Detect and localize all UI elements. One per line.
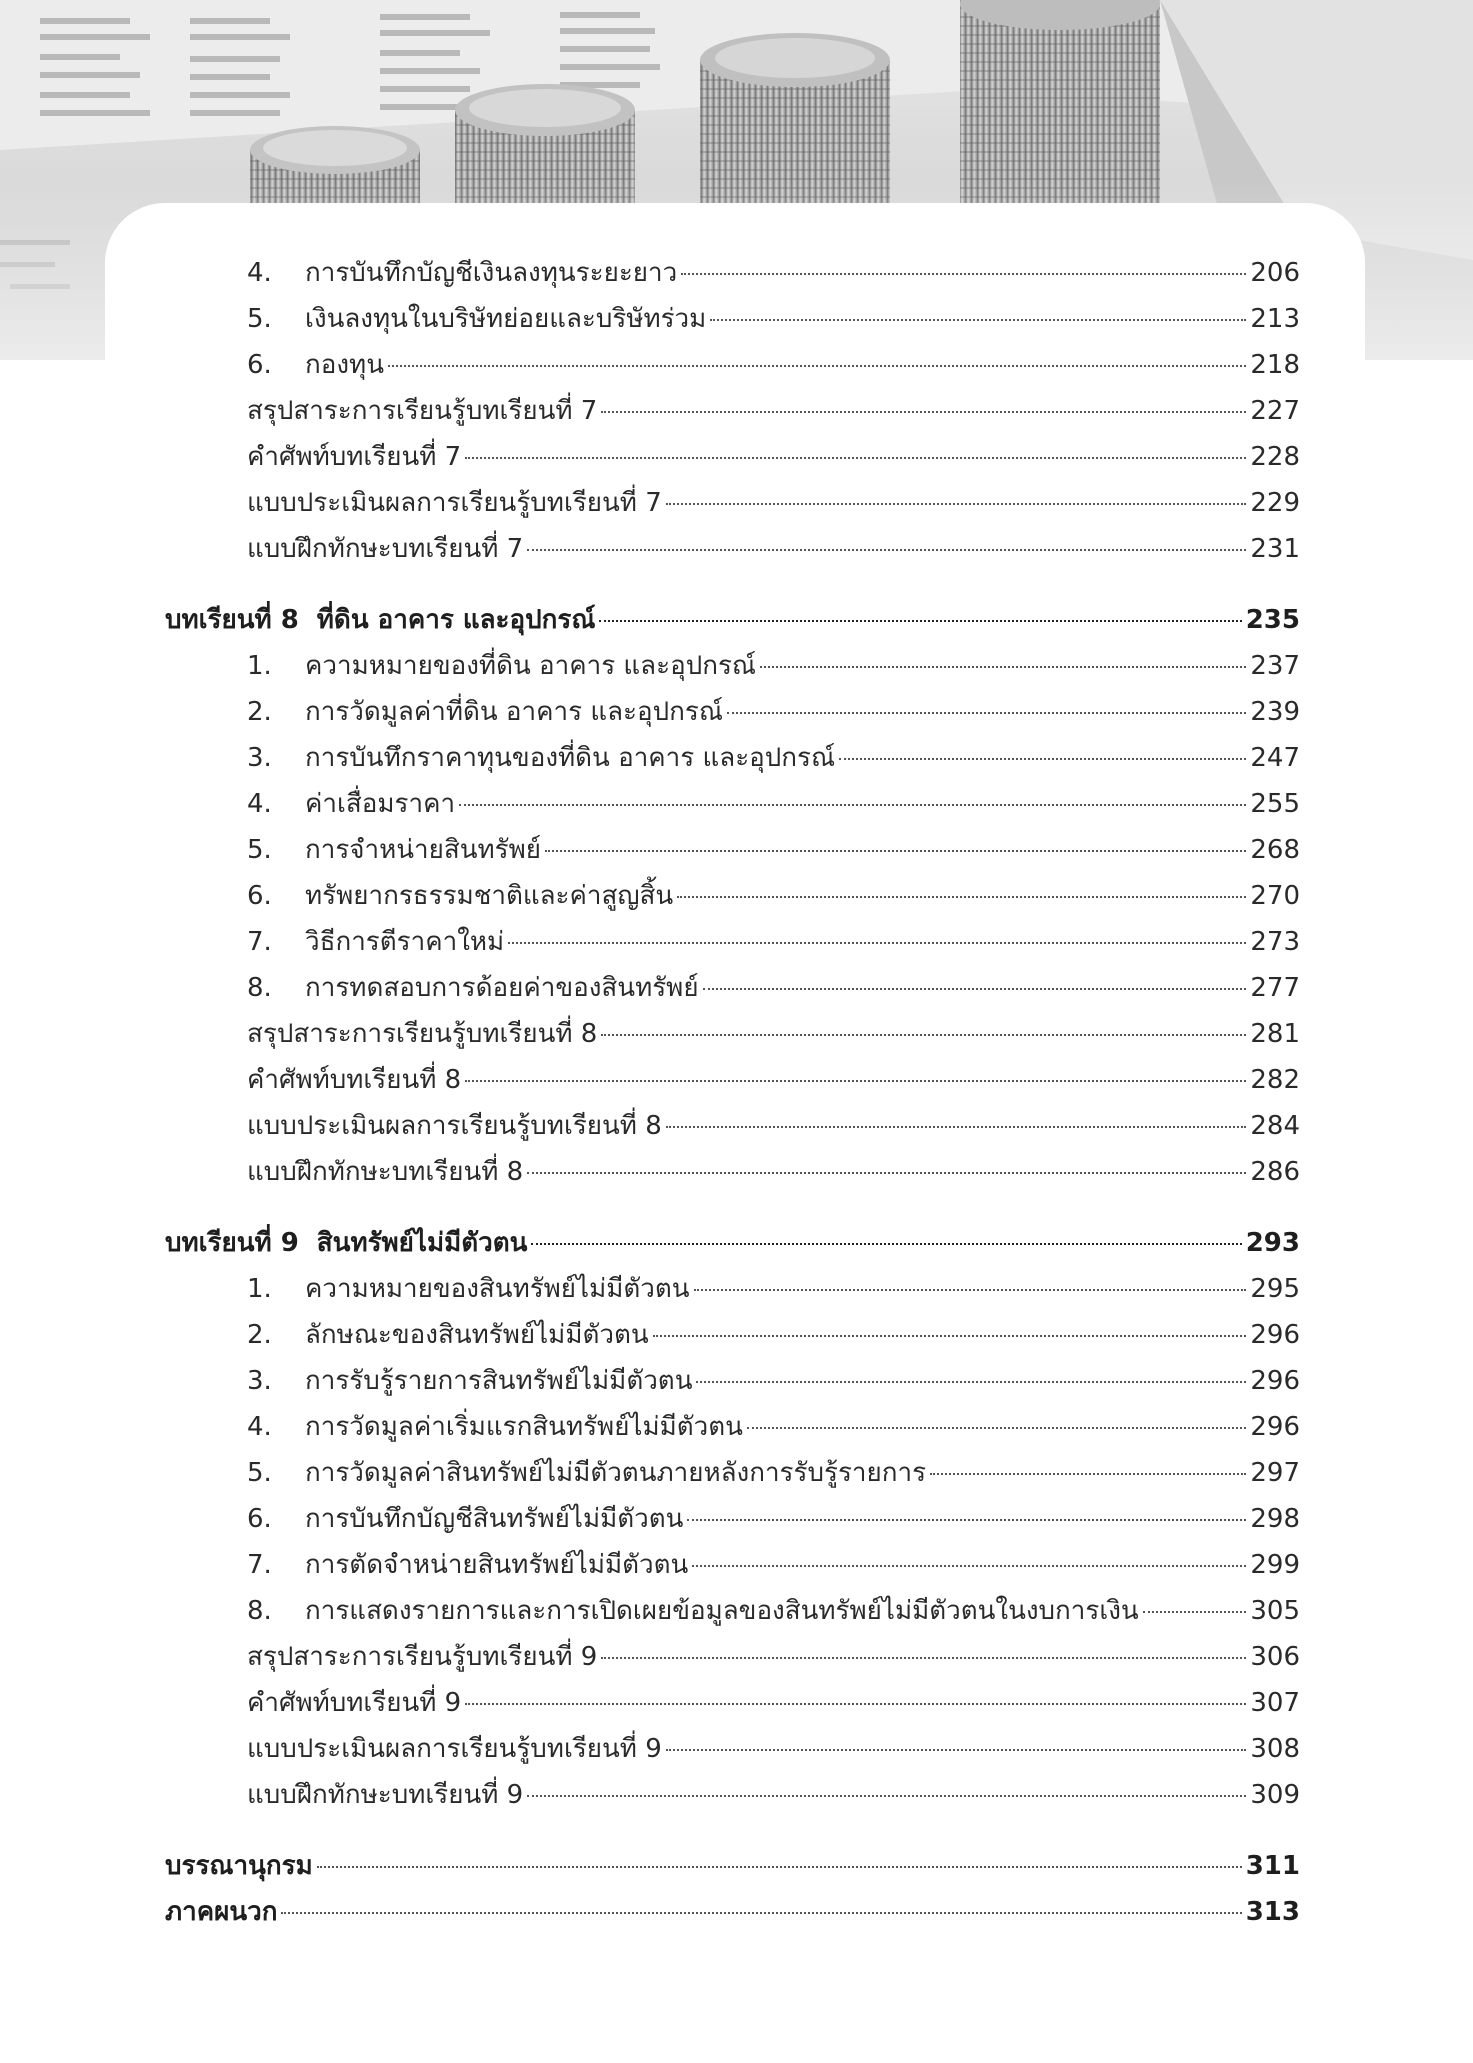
toc-item-label: บรรณานุกรม — [165, 1851, 313, 1881]
toc-extra-item[interactable] — [165, 1726, 1300, 1772]
toc-chapter-9[interactable] — [165, 1220, 1300, 1266]
toc-item-label: การทดสอบการด้อยค่าของสินทรัพย์ — [305, 973, 699, 1003]
toc-page-number: 295 — [1250, 1274, 1300, 1304]
dot-leader — [601, 411, 1246, 413]
dot-leader — [747, 1427, 1246, 1429]
toc-item-label: เงินลงทุนในบริษัทย่อยและบริษัทร่วม — [305, 304, 707, 334]
dot-leader — [653, 1335, 1247, 1337]
toc-page-number: 308 — [1250, 1734, 1300, 1764]
toc-page-number: 270 — [1250, 881, 1300, 911]
toc-extra-item[interactable] — [165, 1680, 1300, 1726]
toc-item[interactable] — [165, 643, 1300, 689]
toc-item-number: 5. — [247, 835, 272, 865]
toc-page-number: 268 — [1250, 835, 1300, 865]
toc-item-label: แบบฝึกทักษะบทเรียนที่ 7 — [247, 534, 524, 564]
toc-item[interactable] — [165, 781, 1300, 827]
toc-item-label: ลักษณะของสินทรัพย์ไม่มีตัวตน — [305, 1320, 649, 1350]
toc-page-number: 277 — [1250, 973, 1300, 1003]
toc-item-number: 1. — [247, 651, 272, 681]
dot-leader — [692, 1565, 1246, 1567]
dot-leader — [930, 1473, 1246, 1475]
dot-leader — [465, 1703, 1246, 1705]
dot-leader — [508, 942, 1246, 944]
toc-extra-item[interactable] — [165, 1057, 1300, 1103]
toc-page-number: 282 — [1250, 1065, 1300, 1095]
toc-extra-item[interactable] — [165, 434, 1300, 480]
toc-item-number: 1. — [247, 1274, 272, 1304]
toc-item-number: 8. — [247, 1596, 272, 1626]
toc-item-label: การแสดงรายการและการเปิดเผยข้อมูลของสินทรัพย์ไม่มีตัวตนในงบการเงิน — [305, 1596, 1139, 1626]
toc-item-number: 3. — [247, 743, 272, 773]
toc-item-label: กองทุน — [305, 350, 384, 380]
toc-item-label: การจำหน่ายสินทรัพย์ — [305, 835, 542, 865]
toc-item[interactable] — [165, 919, 1300, 965]
toc-page-number: 247 — [1250, 743, 1300, 773]
dot-leader — [531, 1243, 1241, 1245]
toc-item-label: ความหมายของที่ดิน อาคาร และอุปกรณ์ — [305, 651, 757, 681]
dot-leader — [760, 666, 1246, 668]
toc-item-number: 4. — [247, 258, 272, 288]
toc-item[interactable] — [165, 735, 1300, 781]
toc-extra-item[interactable] — [165, 1149, 1300, 1195]
toc-page-number: 293 — [1245, 1228, 1300, 1258]
toc-page-number: 284 — [1250, 1111, 1300, 1141]
toc-item-label: คำศัพท์บทเรียนที่ 9 — [247, 1688, 462, 1718]
toc-page-number: 273 — [1250, 927, 1300, 957]
toc-page-number: 231 — [1250, 534, 1300, 564]
toc-item[interactable] — [165, 250, 1300, 296]
dot-leader — [545, 850, 1246, 852]
toc-page-number: 306 — [1250, 1642, 1300, 1672]
toc-item-number: 2. — [247, 697, 272, 727]
toc-page-number: 305 — [1250, 1596, 1300, 1626]
dot-leader — [388, 365, 1246, 367]
toc-item-label: แบบประเมินผลการเรียนรู้บทเรียนที่ 7 — [247, 488, 662, 518]
dot-leader — [677, 896, 1246, 898]
dot-leader — [527, 1172, 1246, 1174]
toc-item-number: 4. — [247, 789, 272, 819]
toc-extra-item[interactable] — [165, 526, 1300, 572]
toc-item-label: การวัดมูลค่าที่ดิน อาคาร และอุปกรณ์ — [305, 697, 723, 727]
toc-page-number: 206 — [1250, 258, 1300, 288]
dot-leader — [459, 804, 1246, 806]
toc-item-label: การบันทึกบัญชีเงินลงทุนระยะยาว — [305, 258, 678, 288]
toc-item-label: การบันทึกบัญชีสินทรัพย์ไม่มีตัวตน — [305, 1504, 684, 1534]
toc-item[interactable] — [165, 827, 1300, 873]
toc-item-number: 7. — [247, 927, 272, 957]
chapter-prefix: บทเรียนที่ 8 — [165, 605, 299, 635]
toc-page-number: 281 — [1250, 1019, 1300, 1049]
toc-item-label: ภาคผนวก — [165, 1897, 278, 1927]
dot-leader — [317, 1866, 1242, 1868]
toc-item[interactable] — [165, 965, 1300, 1011]
dot-leader — [527, 1795, 1246, 1797]
dot-leader — [1143, 1611, 1247, 1613]
toc-item[interactable] — [165, 689, 1300, 735]
toc-item-label: ความหมายของสินทรัพย์ไม่มีตัวตน — [305, 1274, 690, 1304]
toc-item-number: 6. — [247, 881, 272, 911]
toc-page-number: 286 — [1250, 1157, 1300, 1187]
toc-page-number: 309 — [1250, 1780, 1300, 1810]
toc-page-number: 255 — [1250, 789, 1300, 819]
toc-chapter-8[interactable] — [165, 597, 1300, 643]
toc-bibliography[interactable] — [165, 1843, 1300, 1889]
toc-extra-item[interactable] — [165, 1772, 1300, 1818]
dot-leader — [666, 1126, 1247, 1128]
toc-page-number: 298 — [1250, 1504, 1300, 1534]
toc-extra-item[interactable] — [165, 1011, 1300, 1057]
toc-page-number: 313 — [1245, 1897, 1300, 1927]
toc-page-number: 227 — [1250, 396, 1300, 426]
dot-leader — [727, 712, 1246, 714]
toc-extra-item[interactable] — [165, 388, 1300, 434]
toc-item-number: 5. — [247, 304, 272, 334]
toc-page-number: 297 — [1250, 1458, 1300, 1488]
toc-page-number: 237 — [1250, 651, 1300, 681]
dot-leader — [527, 549, 1246, 551]
dot-leader — [601, 1657, 1246, 1659]
toc-page-number: 311 — [1245, 1851, 1300, 1881]
toc-page-number: 299 — [1250, 1550, 1300, 1580]
toc-item-number: 2. — [247, 1320, 272, 1350]
toc-extra-item[interactable] — [165, 480, 1300, 526]
dot-leader — [465, 1080, 1246, 1082]
toc-page-number: 239 — [1250, 697, 1300, 727]
toc-item-label: การวัดมูลค่าเริ่มแรกสินทรัพย์ไม่มีตัวตน — [305, 1412, 743, 1442]
dot-leader — [696, 1381, 1246, 1383]
toc-item-number: 5. — [247, 1458, 272, 1488]
toc-page-number: 228 — [1250, 442, 1300, 472]
toc-item-label: การตัดจำหน่ายสินทรัพย์ไม่มีตัวตน — [305, 1550, 689, 1580]
toc-item-label: คำศัพท์บทเรียนที่ 8 — [247, 1065, 462, 1095]
toc-item-label: แบบฝึกทักษะบทเรียนที่ 8 — [247, 1157, 524, 1187]
toc-page-number: 296 — [1250, 1366, 1300, 1396]
toc-item[interactable] — [165, 296, 1300, 342]
dot-leader — [666, 1749, 1247, 1751]
toc-item-label: แบบประเมินผลการเรียนรู้บทเรียนที่ 9 — [247, 1734, 662, 1764]
dot-leader — [694, 1289, 1247, 1291]
toc-item[interactable] — [165, 1588, 1300, 1634]
chapter-title: สินทรัพย์ไม่มีตัวตน — [316, 1228, 528, 1258]
toc-page-number: 307 — [1250, 1688, 1300, 1718]
toc-item[interactable] — [165, 1266, 1300, 1312]
toc-page-number: 218 — [1250, 350, 1300, 380]
dot-leader — [839, 758, 1246, 760]
toc-item-label: การรับรู้รายการสินทรัพย์ไม่มีตัวตน — [305, 1366, 693, 1396]
toc-item-number: 8. — [247, 973, 272, 1003]
toc-item[interactable] — [165, 1404, 1300, 1450]
toc-item-label: สรุปสาระการเรียนรู้บทเรียนที่ 9 — [247, 1642, 598, 1672]
toc-item-number: 7. — [247, 1550, 272, 1580]
toc-item-number: 4. — [247, 1412, 272, 1442]
toc-item[interactable] — [165, 1496, 1300, 1542]
toc-item-label: ทรัพยากรธรรมชาติและค่าสูญสิ้น — [305, 881, 674, 911]
toc-item-label: ค่าเสื่อมราคา — [305, 789, 456, 819]
dot-leader — [687, 1519, 1246, 1521]
toc-item[interactable] — [165, 342, 1300, 388]
chapter-prefix: บทเรียนที่ 9 — [165, 1228, 299, 1258]
toc-extra-item[interactable] — [165, 1634, 1300, 1680]
dot-leader — [465, 457, 1246, 459]
dot-leader — [703, 988, 1247, 990]
toc-item-label: การบันทึกราคาทุนของที่ดิน อาคาร และอุปกรณ์ — [305, 743, 836, 773]
toc-item-label: แบบประเมินผลการเรียนรู้บทเรียนที่ 8 — [247, 1111, 662, 1141]
toc-page-number: 213 — [1250, 304, 1300, 334]
toc-item-label: การวัดมูลค่าสินทรัพย์ไม่มีตัวตนภายหลังการรับรู้รายการ — [305, 1458, 927, 1488]
toc-item[interactable] — [165, 1450, 1300, 1496]
toc-item-label: คำศัพท์บทเรียนที่ 7 — [247, 442, 462, 472]
toc-item[interactable] — [165, 1542, 1300, 1588]
table-of-contents — [165, 250, 1300, 1935]
toc-extra-item[interactable] — [165, 1103, 1300, 1149]
toc-item-number: 6. — [247, 1504, 272, 1534]
toc-appendix[interactable] — [165, 1889, 1300, 1935]
dot-leader — [281, 1912, 1241, 1914]
toc-page-number: 296 — [1250, 1412, 1300, 1442]
toc-page-number: 296 — [1250, 1320, 1300, 1350]
dot-leader — [666, 503, 1247, 505]
toc-item-label: แบบฝึกทักษะบทเรียนที่ 9 — [247, 1780, 524, 1810]
chapter-title: ที่ดิน อาคาร และอุปกรณ์ — [316, 605, 596, 635]
toc-page-number: 235 — [1245, 605, 1300, 635]
toc-item-number: 3. — [247, 1366, 272, 1396]
dot-leader — [710, 319, 1246, 321]
toc-item-label: วิธีการตีราคาใหม่ — [305, 927, 505, 957]
toc-item[interactable] — [165, 1312, 1300, 1358]
toc-item[interactable] — [165, 1358, 1300, 1404]
toc-item-label: สรุปสาระการเรียนรู้บทเรียนที่ 8 — [247, 1019, 598, 1049]
toc-page-number: 229 — [1250, 488, 1300, 518]
dot-leader — [599, 620, 1241, 622]
toc-item-label: สรุปสาระการเรียนรู้บทเรียนที่ 7 — [247, 396, 598, 426]
dot-leader — [601, 1034, 1246, 1036]
toc-item[interactable] — [165, 873, 1300, 919]
dot-leader — [681, 273, 1246, 275]
toc-item-number: 6. — [247, 350, 272, 380]
